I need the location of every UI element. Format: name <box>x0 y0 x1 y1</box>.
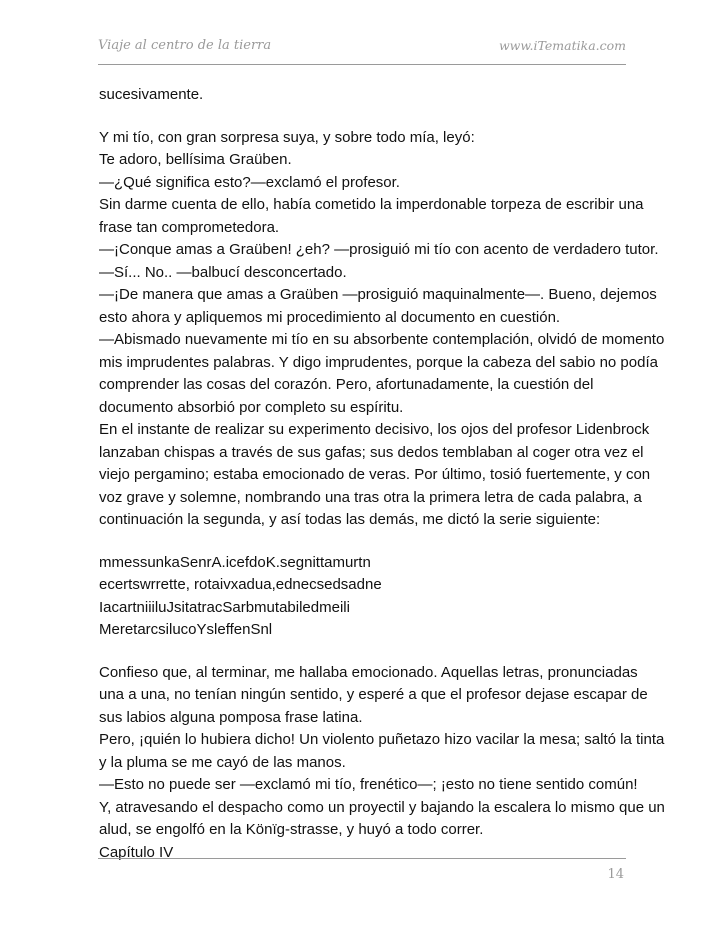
text-line: En el instante de realizar su experimento decisivo, los ojos del profesor Lidenbrock <box>99 421 650 438</box>
text-line: comprender las cosas del corazón. Pero, afortunadamente, la cuestión del <box>99 376 594 393</box>
site-url: www.iTematika.com <box>498 38 626 53</box>
text-line: viejo pergamino; estaba emocionado de veras. Por último, tosió fuertemente, y con <box>99 466 651 483</box>
paragraph-main <box>99 127 665 532</box>
text-line: una a una, no tenían ningún sentido, y esperé a que el profesor dejase escapar de <box>99 686 648 703</box>
footer-divider <box>98 858 626 859</box>
text-line: voz grave y solemne, nombrando una tras otra la primera letra de cada palabra, a <box>99 488 642 506</box>
chapter-heading: Capítulo IV <box>99 843 174 861</box>
text-line: Confieso que, al terminar, me hallaba emocionado. Aquellas letras, pronunciadas <box>99 663 638 681</box>
page-number: 14 <box>607 867 624 882</box>
page-header <box>98 38 626 65</box>
paragraph-end <box>99 662 665 865</box>
paragraph-continuation <box>99 84 659 107</box>
paragraph-gap <box>99 107 659 127</box>
text-line: —¡Conque amas a Graüben! ¿eh? —prosiguió mi tío con acento de verdadero tutor. <box>99 241 659 258</box>
text-line: documento absorbió por completo su espíritu. <box>99 398 404 416</box>
text-line: Y, atravesando el despacho como un proyectil y bajando la escalera lo mismo que un <box>99 798 665 816</box>
text-line: y la pluma se me cayó de las manos. <box>99 753 346 771</box>
text-line: alud, se engolfó en la Könïg-strasse, y huyó a todo correr. <box>99 821 484 838</box>
text-line: Y mi tío, con gran sorpresa suya, y sobre todo mía, leyó: <box>99 128 475 146</box>
cipher-line: mmessunkaSenrA.icefdoK.segnittamurtn <box>99 553 371 571</box>
text-line: sus labios alguna pomposa frase latina. <box>99 708 363 726</box>
text-line: sucesivamente. <box>99 86 204 103</box>
page-body <box>99 84 665 864</box>
text-line: —¿Qué significa esto?—exclamó el profesor. <box>99 173 400 191</box>
paragraph-gap <box>99 642 659 662</box>
cipher-line: MeretarcsilucoYsleffenSnl <box>99 621 273 638</box>
text-line: Te adoro, bellísima Graüben. <box>99 151 292 168</box>
text-line: —Abismado nuevamente mi tío en su absorbente contemplación, olvidó de momento <box>99 331 665 348</box>
paragraph-gap <box>99 532 659 552</box>
cipher-block <box>99 552 659 642</box>
book-title: Viaje al centro de la tierra <box>98 38 272 53</box>
text-line: Pero, ¡quién lo hubiera dicho! Un violento puñetazo hizo vacilar la mesa; saltó la tinta <box>99 731 665 748</box>
text-line: continuación la segunda, y así todas las demás, me dictó la serie siguiente: <box>99 511 601 528</box>
text-line: —Sí... No.. —balbucí desconcertado. <box>99 263 347 281</box>
cipher-line: ecertswrrette, rotaivxadua,ednecsedsadne <box>99 576 382 593</box>
text-line: mis imprudentes palabras. Y digo imprudentes, porque la cabeza del sabio no podía <box>99 353 658 371</box>
text-line: —Esto no puede ser —exclamó mi tío, frenético—; ¡esto no tiene sentido común! <box>99 776 638 793</box>
text-line: esto ahora y apliquemos mi procedimiento al documento en cuestión. <box>99 308 561 326</box>
text-line: —¡De manera que amas a Graüben —prosiguió maquinalmente—. Bueno, dejemos <box>99 286 657 303</box>
text-line: lanzaban chispas a través de sus gafas; sus dedos temblaban al coger otra vez el <box>99 443 644 461</box>
text-line: Sin darme cuenta de ello, había cometido la imperdonable torpeza de escribir una <box>99 196 644 213</box>
cipher-line: IacartniiiluJsitatracSarbmutabiledmeili <box>99 598 350 616</box>
text-line: frase tan comprometedora. <box>99 218 280 236</box>
